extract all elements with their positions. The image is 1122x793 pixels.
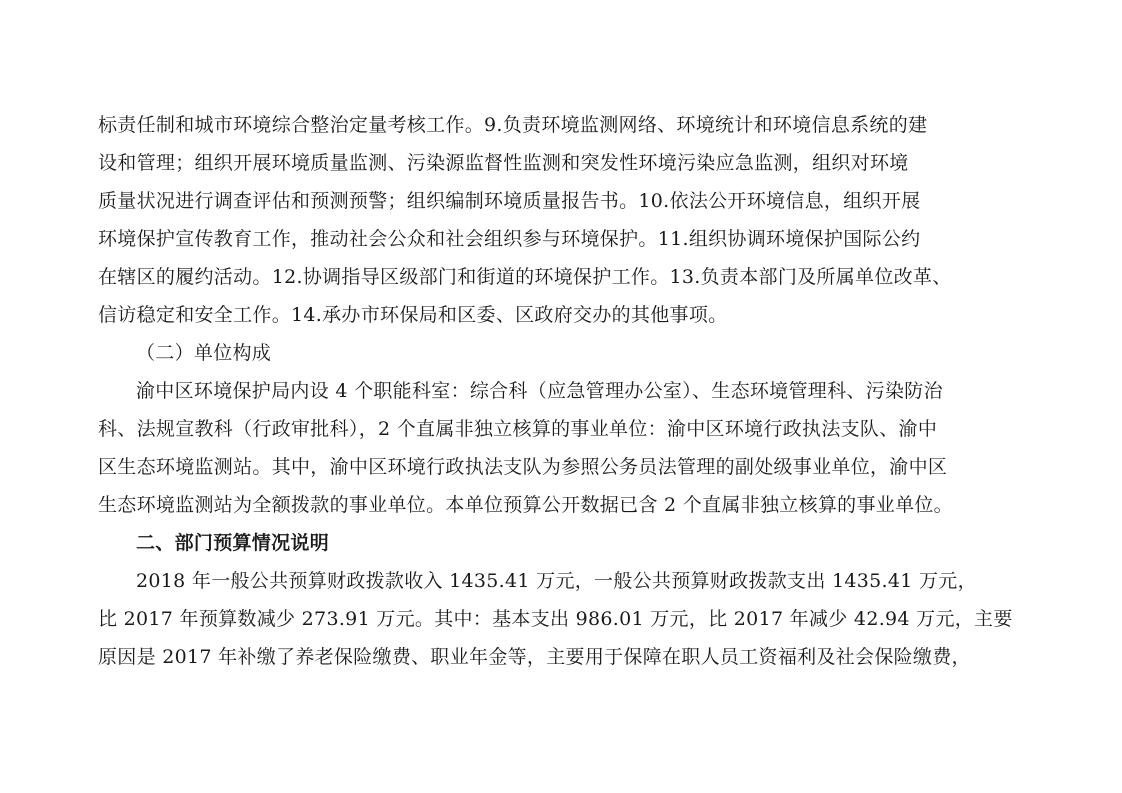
body-text-line: 在辖区的履约活动。12.协调指导区级部门和街道的环境保护工作。13.负责本部门及所属单位改革、 — [98, 266, 952, 288]
body-text-line: 渝中区环境保护局内设 4 个职能科室：综合科（应急管理办公室）、生态环境管理科、污染防治 — [136, 380, 943, 402]
body-text-line: 原因是 2017 年补缴了养老保险缴费、职业年金等，主要用于保障在职人员工资福利及社会保险缴费， — [98, 646, 971, 668]
body-text-line: 信访稳定和安全工作。14.承办市环保局和区委、区政府交办的其他事项。 — [98, 304, 728, 326]
body-text-line: 设和管理；组织开展环境质量监测、污染源监督性监测和突发性环境污染应急监测，组织对环境 — [98, 152, 909, 174]
body-text-line: 标责任制和城市环境综合整治定量考核工作。9.负责环境监测网络、环境统计和环境信息系统的建 — [98, 114, 928, 136]
body-text-line: 科、法规宣教科（行政审批科），2 个直属非独立核算的事业单位：渝中区环境行政执法支队、渝中 — [98, 418, 938, 440]
subsection-heading: （二）单位构成 — [136, 342, 272, 364]
body-text-line: 质量状况进行调查评估和预测预警；组织编制环境质量报告书。10.依法公开环境信息，组织开展 — [98, 190, 921, 212]
body-text-line: 比 2017 年预算数减少 273.91 万元。其中：基本支出 986.01 万元，比 2017 年减少 42.94 万元，主要 — [98, 608, 1013, 630]
body-text-line: 生态环境监测站为全额拨款的事业单位。本单位预算公开数据已含 2 个直属非独立核算的事业单位。 — [98, 494, 953, 516]
body-text-line: 环境保护宣传教育工作，推动社会公众和社会组织参与环境保护。11.组织协调环境保护国际公约 — [98, 228, 921, 250]
section-heading: 二、部门预算情况说明 — [136, 532, 330, 554]
body-text-line: 区生态环境监测站。其中，渝中区环境行政执法支队为参照公务员法管理的副处级事业单位，渝中区 — [98, 456, 948, 478]
body-text-line: 2018 年一般公共预算财政拨款收入 1435.41 万元，一般公共预算财政拨款支出 1435.41 万元， — [136, 570, 977, 592]
